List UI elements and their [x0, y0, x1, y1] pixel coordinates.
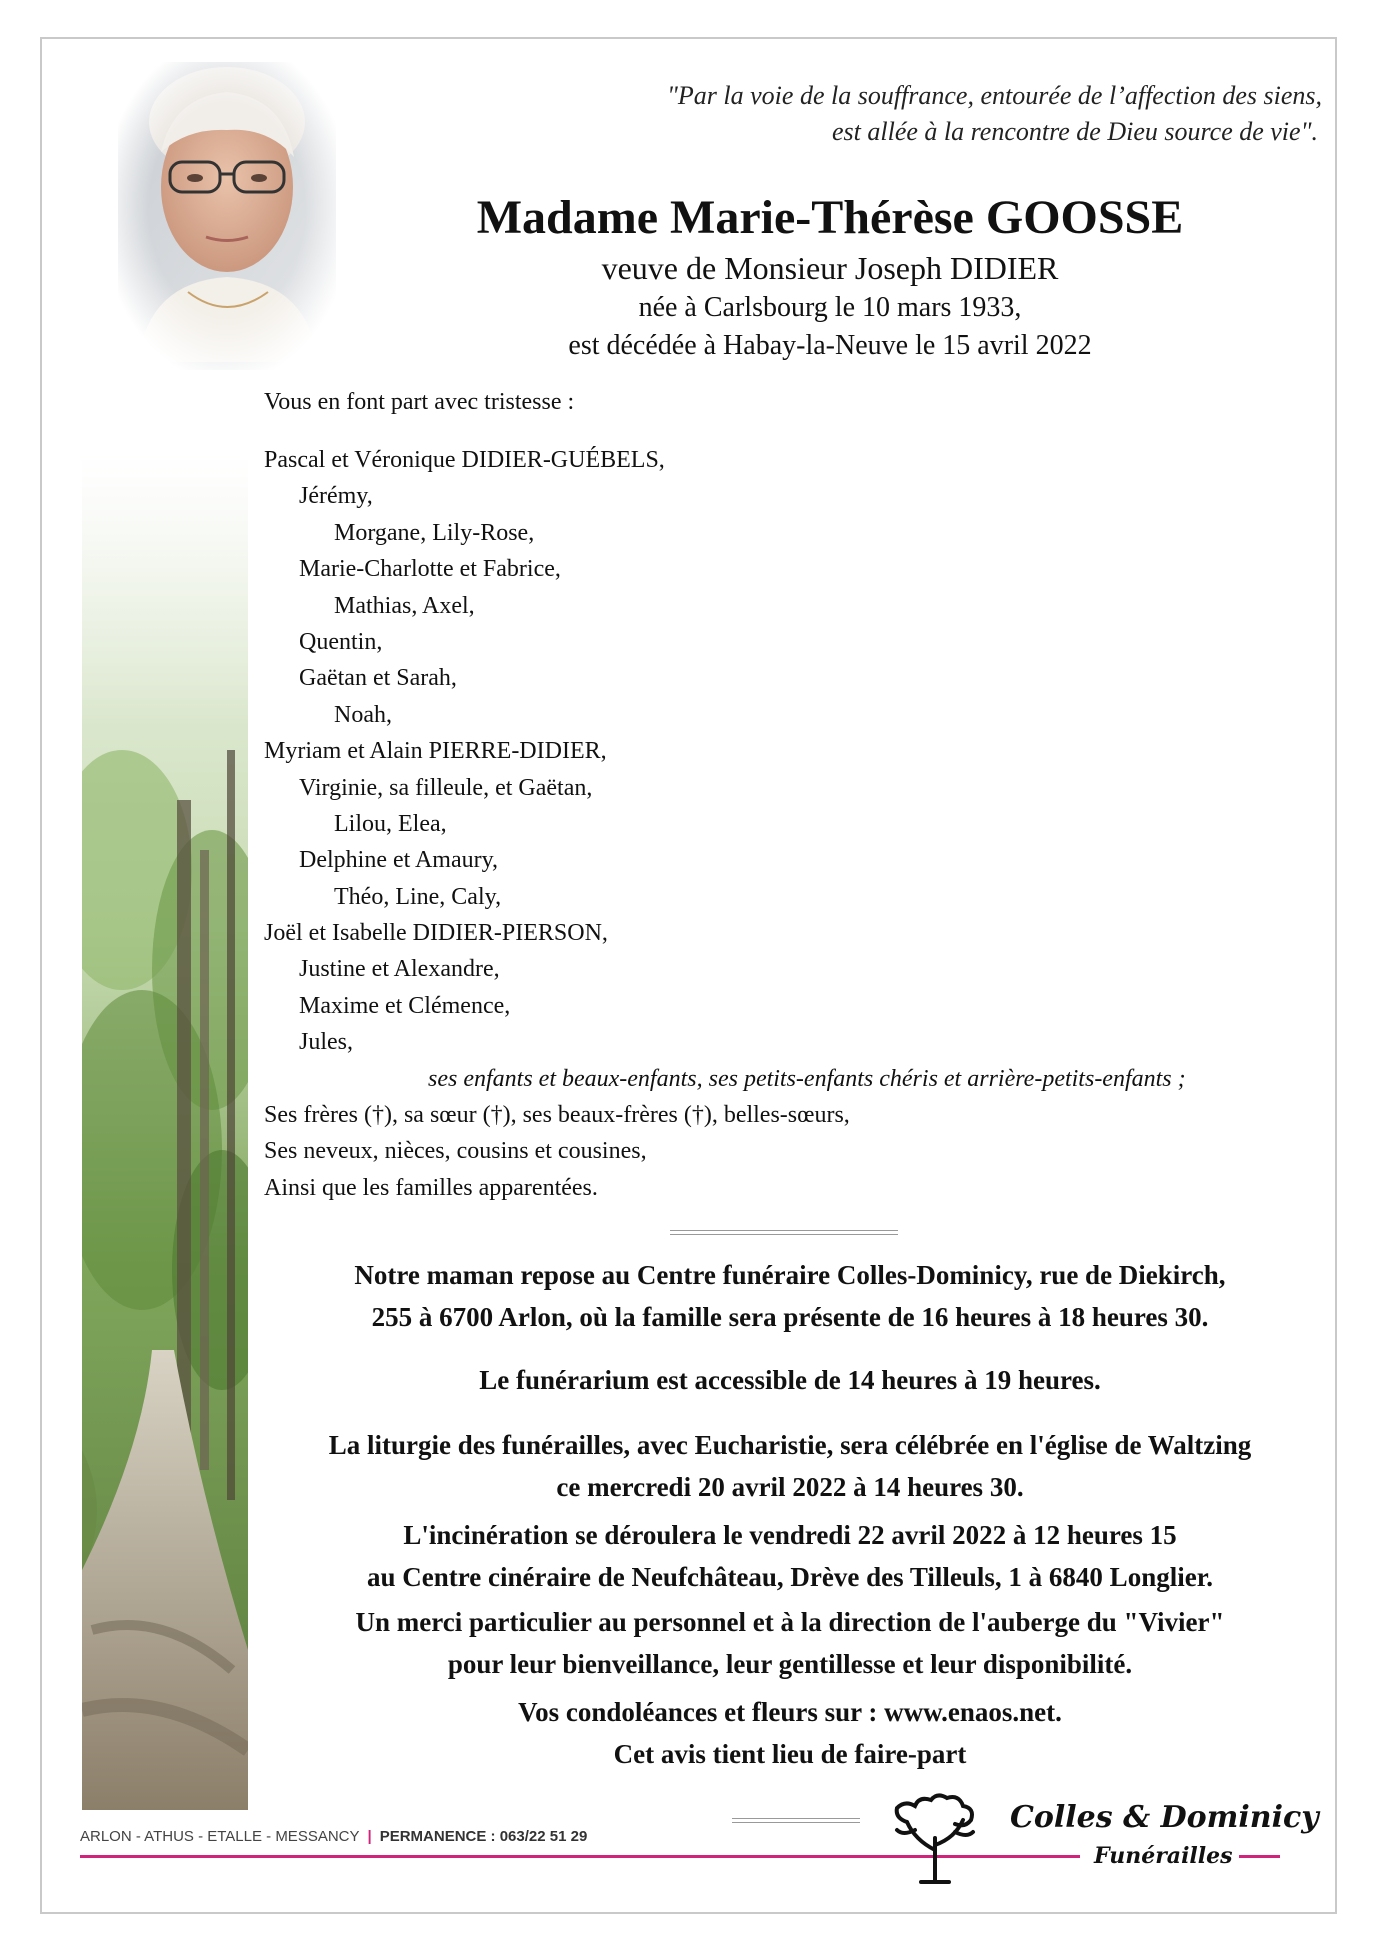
notice-line: Le funérarium est accessible de 14 heures à 19 heures. [479, 1365, 1101, 1395]
quote-line-1: "Par la voie de la souffrance, entourée de l’affection des siens, [667, 81, 1322, 110]
notice-line: L'incinération se déroulera le vendredi 22 avril 2022 à 12 heures 15 [403, 1520, 1177, 1550]
family-line: Ses neveux, nièces, cousins et cousines, [264, 1138, 647, 1165]
widow-of: veuve de Monsieur Joseph DIDIER [601, 250, 1059, 286]
notice-line: La liturgie des funérailles, avec Eucharistie, sera célébrée en l'église de Waltzing [328, 1430, 1252, 1460]
notice-line: Un merci particulier au personnel et à la direction de l'auberge du "Vivier" [355, 1607, 1225, 1637]
family-intro: Vous en font part avec tristesse : [264, 389, 575, 415]
family-list [264, 387, 1186, 1206]
notice-hours [260, 1359, 1320, 1401]
family-line: Morgane, Lily-Rose, [334, 519, 535, 546]
locations-text: ARLON - ATHUS - ETALLE - MESSANCY [80, 1828, 360, 1845]
brand-subtitle: Funérailles [1088, 1843, 1239, 1869]
notice-thanks [260, 1601, 1320, 1685]
family-line: Ses frères (†), sa sœur (†), ses beaux-frères (†), belles-sœurs, [264, 1102, 850, 1129]
notice-line: Notre maman repose au Centre funéraire Colles-Dominicy, rue de Diekirch, [354, 1260, 1226, 1290]
tree-logo-icon [885, 1790, 985, 1885]
family-line: Maxime et Clémence, [299, 992, 511, 1019]
family-line: Virginie, sa filleule, et Gaëtan, [299, 774, 593, 801]
footer-separator: | [367, 1828, 372, 1845]
quote-line-2: est allée à la rencontre de Dieu source de vie". [832, 117, 1318, 146]
notice-condolences [260, 1691, 1320, 1775]
family-line: Jules, [299, 1029, 353, 1056]
footer-divider [732, 1818, 860, 1823]
notice-cremation [260, 1514, 1320, 1598]
family-line: Pascal et Véronique DIDIER-GUÉBELS, [264, 447, 665, 473]
family-line: Quentin, [299, 628, 383, 655]
brand-name: Colles & Dominicy [1010, 1800, 1319, 1835]
family-line: Gaëtan et Sarah, [299, 665, 457, 692]
birth-info: née à Carlsbourg le 10 mars 1933, [638, 292, 1022, 323]
section-divider [670, 1230, 898, 1235]
family-line: Théo, Line, Caly, [334, 883, 502, 910]
notice-line: 255 à 6700 Arlon, où la famille sera présente de 16 heures à 18 heures 30. [371, 1302, 1209, 1332]
footer-locations [80, 1828, 587, 1845]
family-line: Noah, [334, 701, 392, 728]
notice-line: ce mercredi 20 avril 2022 à 14 heures 30. [556, 1472, 1024, 1502]
family-line: Myriam et Alain PIERRE-DIDIER, [264, 738, 607, 765]
family-line: Joël et Isabelle DIDIER-PIERSON, [264, 920, 608, 947]
epigraph-quote [667, 78, 1322, 150]
family-line: Lilou, Elea, [334, 810, 447, 837]
notice-line: au Centre cinéraire de Neufchâteau, Drève des Tilleuls, 1 à 6840 Longlier. [367, 1562, 1213, 1592]
portrait-photo [118, 62, 336, 370]
family-line: Mathias, Axel, [334, 592, 475, 619]
family-summary-line: ses enfants et beaux-enfants, ses petits-enfants chéris et arrière-petits-enfants ; [428, 1065, 1186, 1092]
death-info: est décédée à Habay-la-Neuve le 15 avril 2022 [568, 330, 1092, 361]
deceased-name: Madame Marie-Thérèse GOOSSE [476, 191, 1184, 244]
notice-line: Vos condoléances et fleurs sur : www.enaos.net. [518, 1697, 1062, 1727]
notice-line: Cet avis tient lieu de faire-part [613, 1739, 967, 1769]
family-line: Ainsi que les familles apparentées. [264, 1174, 598, 1201]
notice-line: pour leur bienveillance, leur gentillesse et leur disponibilité. [447, 1649, 1133, 1679]
notice-liturgy [260, 1424, 1320, 1508]
family-line: Justine et Alexandre, [299, 956, 500, 983]
notice-visitation [260, 1254, 1320, 1338]
family-line: Marie-Charlotte et Fabrice, [299, 556, 561, 583]
family-line: Delphine et Amaury, [299, 847, 499, 874]
permanence-phone: PERMANENCE : 063/22 51 29 [379, 1828, 588, 1845]
forest-path-image [82, 450, 248, 1810]
family-line: Jérémy, [299, 483, 373, 510]
